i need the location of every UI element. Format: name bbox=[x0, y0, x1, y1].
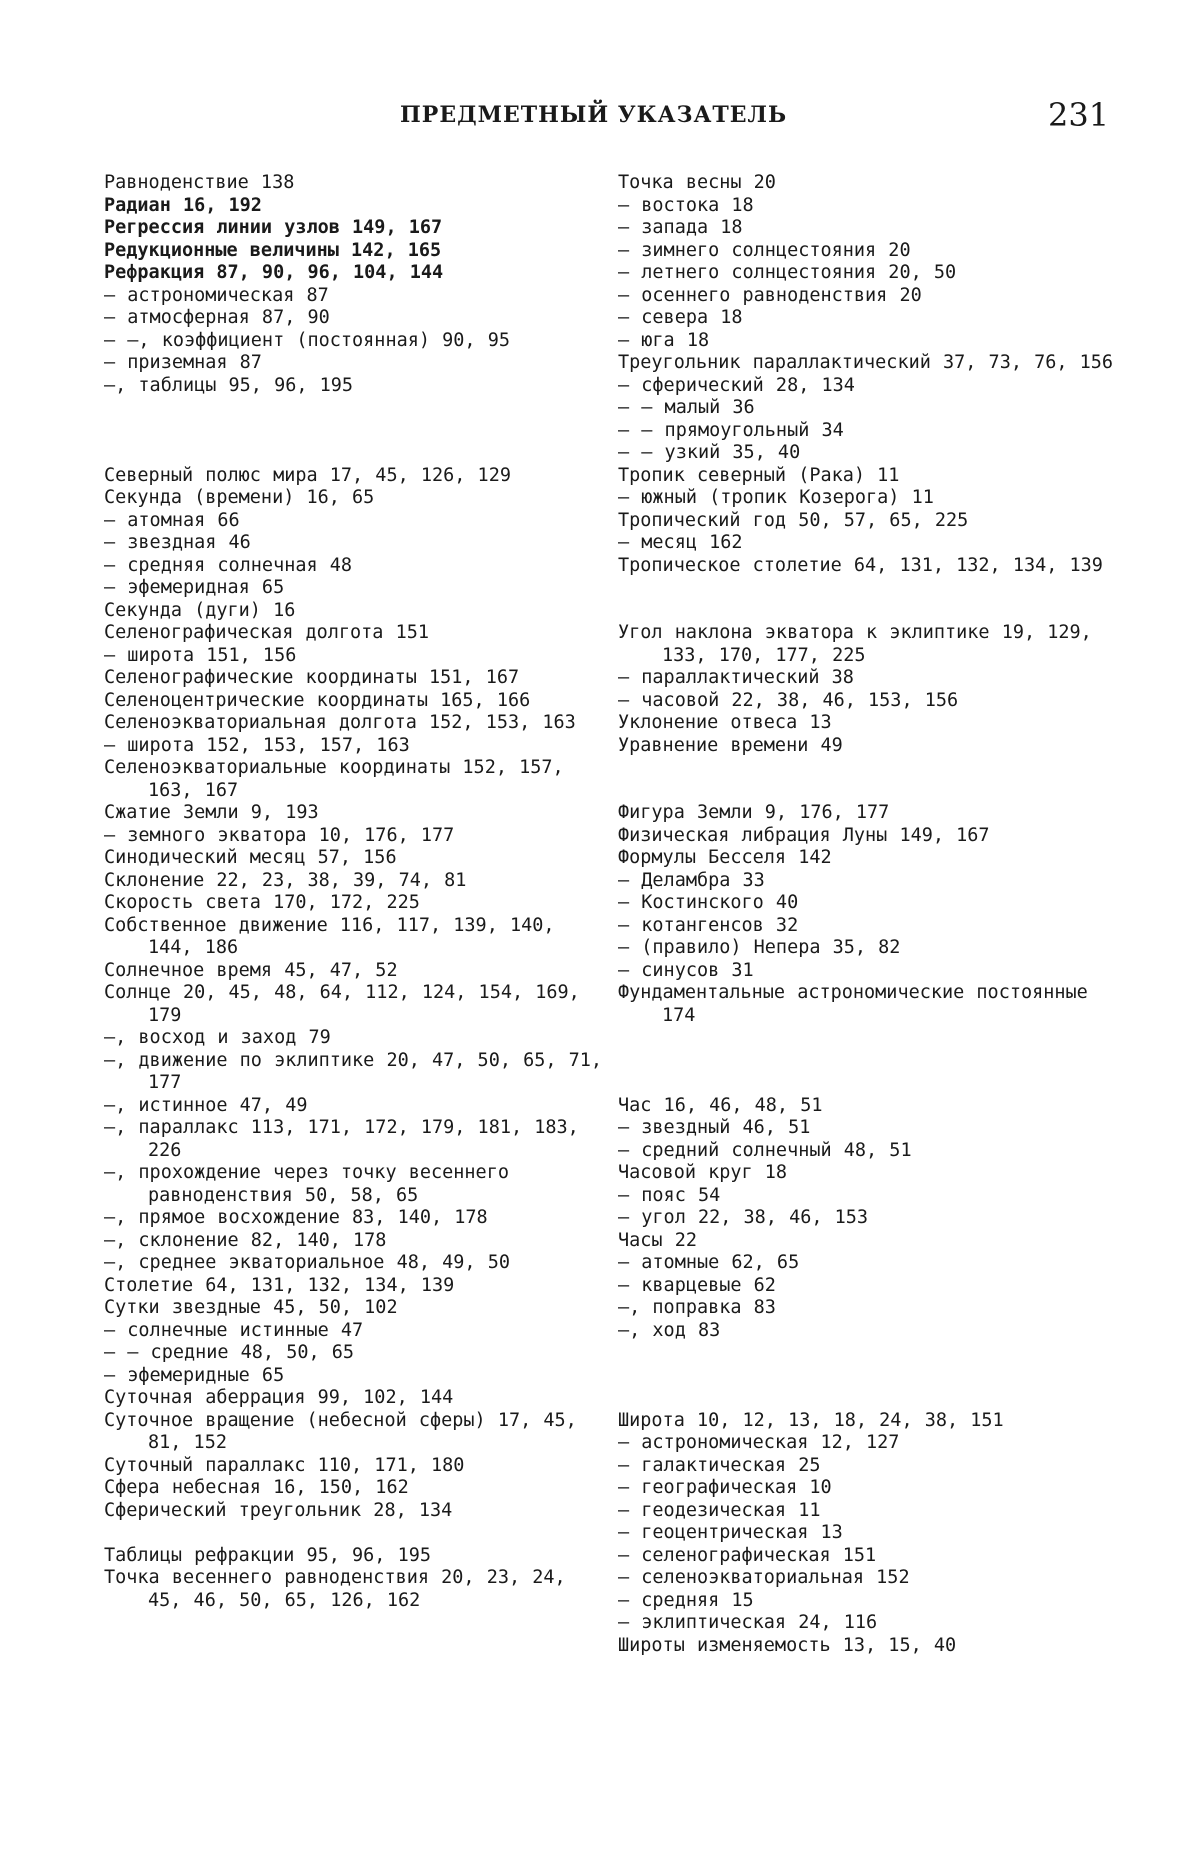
index-entry: — — узкий 35, 40 bbox=[618, 442, 801, 463]
index-entry: Собственное движение 116, 117, 139, 140, 144, 186 bbox=[104, 914, 555, 958]
index-entry: —, ход 83 bbox=[618, 1319, 721, 1341]
index-entry: Селеноцентрические координаты 165, 166 bbox=[104, 689, 531, 711]
index-entry: Суточная аберрация 99, 102, 144 bbox=[104, 1387, 454, 1408]
running-title: ПРЕДМЕТНЫЙ УКАЗАТЕЛЬ bbox=[400, 102, 788, 128]
index-entry: Формулы Бесселя 142 bbox=[618, 847, 832, 868]
index-entry: Скорость света 170, 172, 225 bbox=[104, 892, 420, 913]
index-entry: — эфемеридные 65 bbox=[104, 1364, 285, 1386]
index-entry: Угол наклона экватора к эклиптике 19, 129, 133, 170, 177, 225 bbox=[618, 622, 1092, 666]
index-entry: — галактическая 25 bbox=[618, 1454, 821, 1476]
index-entry: Селенографические координаты 151, 167 bbox=[104, 667, 520, 688]
index-entry: Тропик северный (Рака) 11 bbox=[618, 464, 900, 486]
index-entry: —, движение по эклиптике 20, 47, 50, 65, 71, 177 bbox=[104, 1049, 603, 1093]
index-entry: — угол 22, 38, 46, 153 bbox=[618, 1207, 869, 1228]
index-entry: — месяц 162 bbox=[618, 532, 743, 553]
index-entry: Рефракция 87, 90, 96, 104, 144 bbox=[104, 262, 444, 283]
index-entry: —, прохождение через точку весеннего равноденствия 50, 58, 65 bbox=[104, 1162, 509, 1206]
index-entry: — геодезическая 11 bbox=[618, 1499, 821, 1521]
index-entry: — синусов 31 bbox=[618, 959, 754, 981]
index-entry: —, таблицы 95, 96, 195 bbox=[104, 374, 354, 396]
index-entry: Регрессия линии узлов 149, 167 bbox=[104, 217, 443, 238]
index-entry: Точка весны 20 bbox=[618, 172, 776, 193]
index-entry: Столетие 64, 131, 132, 134, 139 bbox=[104, 1274, 455, 1296]
index-entry: Сутки звездные 45, 50, 102 bbox=[104, 1297, 398, 1318]
index-entry: Сферический треугольник 28, 134 bbox=[104, 1499, 453, 1521]
index-entry: — приземная 87 bbox=[104, 352, 262, 373]
index-entry: Треугольник параллактический 37, 73, 76, 156 bbox=[618, 352, 1114, 373]
index-entry: — звездный 46, 51 bbox=[618, 1117, 811, 1138]
index-entry: — средняя солнечная 48 bbox=[104, 554, 353, 576]
index-entry: Тропический год 50, 57, 65, 225 bbox=[618, 509, 969, 531]
index-entry: Уравнение времени 49 bbox=[618, 734, 843, 756]
index-entry: — геоцентрическая 13 bbox=[618, 1522, 843, 1543]
index-entry: — пояс 54 bbox=[618, 1184, 721, 1206]
index-entry: —, прямое восхождение 83, 140, 178 bbox=[104, 1207, 488, 1228]
index-entry: Солнечное время 45, 47, 52 bbox=[104, 959, 398, 981]
index-entry: — котангенсов 32 bbox=[618, 914, 799, 936]
index-entry: Сжатие Земли 9, 193 bbox=[104, 802, 319, 823]
index-column-left bbox=[104, 172, 604, 1612]
index-entry: — кварцевые 62 bbox=[618, 1274, 776, 1296]
index-entry: — запада 18 bbox=[618, 217, 743, 238]
index-entry: — (правило) Непера 35, 82 bbox=[618, 937, 901, 958]
index-entry: — атомные 62, 65 bbox=[618, 1252, 800, 1273]
index-entry: —, восход и заход 79 bbox=[104, 1027, 331, 1048]
section-gap bbox=[618, 577, 1118, 622]
index-entry: Селенографическая долгота 151 bbox=[104, 622, 430, 643]
index-entry: — востока 18 bbox=[618, 194, 754, 216]
index-entry: — солнечные истинные 47 bbox=[104, 1319, 364, 1341]
index-entry: — южный (тропик Козерога) 11 bbox=[618, 487, 934, 508]
index-entry: — эклиптическая 24, 116 bbox=[618, 1612, 878, 1633]
index-entry: — селеноэкваториальная 152 bbox=[618, 1567, 910, 1588]
index-entry: — параллактический 38 bbox=[618, 667, 854, 688]
index-entry: —, параллакс 113, 171, 172, 179, 181, 183, 226 bbox=[104, 1117, 579, 1161]
index-entry: — — малый 36 bbox=[618, 397, 755, 418]
index-entry: Синодический месяц 57, 156 bbox=[104, 847, 397, 868]
section-gap bbox=[618, 757, 1118, 802]
index-entry: — широта 151, 156 bbox=[104, 644, 297, 666]
index-entry: Часы 22 bbox=[618, 1229, 697, 1251]
index-entry: Редукционные величины 142, 165 bbox=[104, 239, 442, 261]
index-entry: — астрономическая 87 bbox=[104, 284, 329, 306]
index-entry: — атмосферная 87, 90 bbox=[104, 307, 330, 328]
index-entry: Широты изменяемость 13, 15, 40 bbox=[618, 1634, 957, 1656]
index-column-right bbox=[618, 172, 1118, 1657]
index-entry: Селеноэкваториальные координаты 152, 157, 163, 167 bbox=[104, 757, 564, 801]
index-entry: Часовой круг 18 bbox=[618, 1162, 788, 1183]
index-entry: — звездная 46 bbox=[104, 532, 251, 553]
index-entry: —, среднее экваториальное 48, 49, 50 bbox=[104, 1252, 510, 1273]
section-gap bbox=[104, 1522, 604, 1545]
index-entry: Фигура Земли 9, 176, 177 bbox=[618, 802, 890, 823]
index-entry: Широта 10, 12, 13, 18, 24, 38, 151 bbox=[618, 1409, 1004, 1431]
index-entry: — астрономическая 12, 127 bbox=[618, 1432, 900, 1453]
index-entry: — осеннего равноденствия 20 bbox=[618, 284, 922, 306]
index-entry: Суточное вращение (небесной сферы) 17, 45, 81, 152 bbox=[104, 1409, 577, 1453]
section-gap bbox=[618, 1342, 1118, 1410]
index-entry: Радиан 16, 192 bbox=[104, 194, 262, 216]
index-entry: —, истинное 47, 49 bbox=[104, 1094, 308, 1116]
index-entry: Солнце 20, 45, 48, 64, 112, 124, 154, 169, 179 bbox=[104, 982, 580, 1026]
running-head bbox=[0, 96, 1200, 136]
index-entry: Точка весеннего равноденствия 20, 23, 24, 45, 46, 50, 65, 126, 162 bbox=[104, 1567, 566, 1611]
index-entry: Секунда (времени) 16, 65 bbox=[104, 487, 375, 508]
page-number: 231 bbox=[1048, 96, 1110, 134]
index-entry: Час 16, 46, 48, 51 bbox=[618, 1094, 823, 1116]
index-entry: Северный полюс мира 17, 45, 126, 129 bbox=[104, 464, 511, 486]
index-entry: —, склонение 82, 140, 178 bbox=[104, 1229, 387, 1251]
index-entry: Суточный параллакс 110, 171, 180 bbox=[104, 1454, 465, 1476]
index-entry: — юга 18 bbox=[618, 329, 710, 351]
index-entry: — — прямоугольный 34 bbox=[618, 419, 844, 441]
index-entry: — земного экватора 10, 176, 177 bbox=[104, 824, 455, 846]
index-entry: Тропическое столетие 64, 131, 132, 134, 139 bbox=[618, 554, 1103, 576]
index-entry: Таблицы рефракции 95, 96, 195 bbox=[104, 1544, 432, 1566]
index-entry: — атомная 66 bbox=[104, 509, 240, 531]
index-entry: — широта 152, 153, 157, 163 bbox=[104, 734, 410, 756]
index-entry: —, поправка 83 bbox=[618, 1297, 776, 1318]
index-entry: Уклонение отвеса 13 bbox=[618, 712, 832, 733]
index-entry: — севера 18 bbox=[618, 307, 743, 328]
index-entry: — — средние 48, 50, 65 bbox=[104, 1342, 355, 1363]
index-entry: — географическая 10 bbox=[618, 1477, 832, 1498]
section-gap bbox=[104, 397, 604, 465]
index-entry: Физическая либрация Луны 149, 167 bbox=[618, 824, 990, 846]
index-entry: — —, коэффициент (постоянная) 90, 95 bbox=[104, 329, 510, 351]
index-entry: — часовой 22, 38, 46, 153, 156 bbox=[618, 689, 959, 711]
index-entry: — Костинского 40 bbox=[618, 892, 799, 913]
index-entry: — сферический 28, 134 bbox=[618, 374, 855, 396]
index-entry: Секунда (дуги) 16 bbox=[104, 599, 296, 621]
index-entry: — средняя 15 bbox=[618, 1589, 754, 1611]
index-entry: — селенографическая 151 bbox=[618, 1544, 877, 1566]
index-entry: — эфемеридная 65 bbox=[104, 577, 285, 598]
section-gap bbox=[618, 1027, 1118, 1095]
index-entry: — зимнего солнцестояния 20 bbox=[618, 239, 911, 261]
index-entry: Сфера небесная 16, 150, 162 bbox=[104, 1477, 409, 1498]
index-entry: Равноденствие 138 bbox=[104, 172, 295, 193]
index-entry: Склонение 22, 23, 38, 39, 74, 81 bbox=[104, 869, 467, 891]
index-entry: Селеноэкваториальная долгота 152, 153, 163 bbox=[104, 712, 576, 733]
index-entry: Фундаментальные астрономические постоянные 174 bbox=[618, 982, 1088, 1026]
index-entry: — Деламбра 33 bbox=[618, 869, 765, 891]
index-entry: — средний солнечный 48, 51 bbox=[618, 1139, 912, 1161]
index-entry: — летнего солнцестояния 20, 50 bbox=[618, 262, 957, 283]
